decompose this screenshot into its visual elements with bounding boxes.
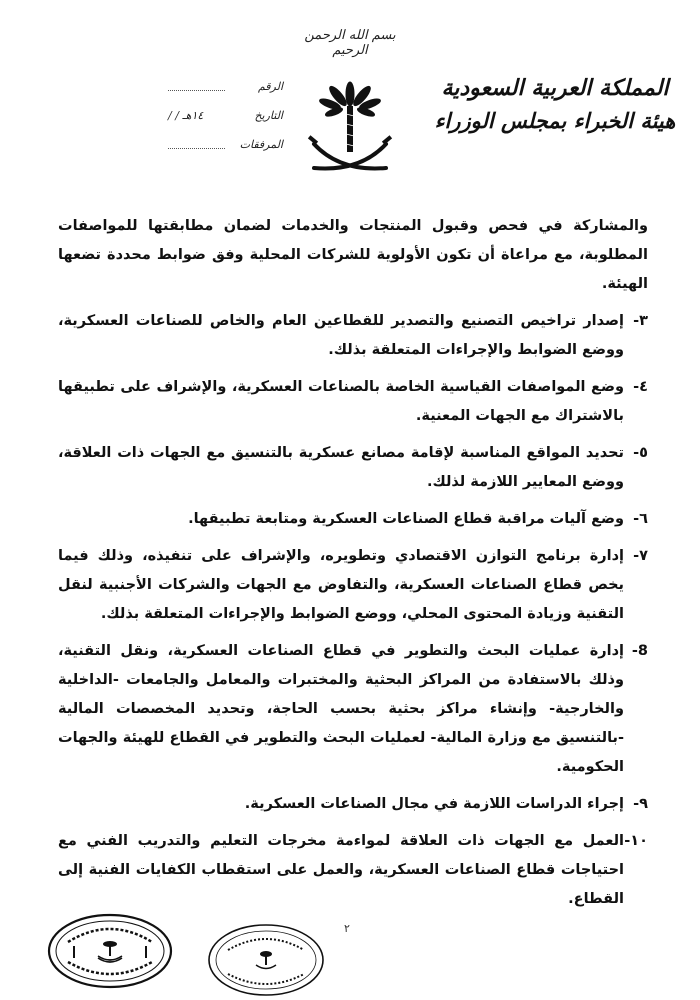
item-number: ٩-	[633, 796, 648, 812]
list-item	[58, 307, 648, 365]
list-item	[58, 827, 648, 914]
reference-fields	[168, 74, 283, 161]
date-label: التاريخ	[254, 109, 283, 122]
document-body	[58, 212, 648, 922]
issuer-heading	[430, 72, 680, 138]
official-stamp-icon	[46, 912, 174, 990]
item-number: ٥-	[633, 445, 648, 461]
attachments-label: المرفقات	[239, 138, 283, 151]
list-item	[58, 373, 648, 431]
reference-dotted-line	[168, 90, 225, 91]
reference-number-line	[168, 74, 283, 103]
list-item	[58, 439, 648, 497]
item-number: ١٠-	[624, 833, 648, 849]
bismillah: بسم الله الرحمن الرحيم	[304, 28, 396, 58]
authority-name: هيئة الخبراء بمجلس الوزراء	[434, 108, 676, 133]
list-item	[58, 790, 648, 819]
list-item	[58, 542, 648, 629]
item-text: إجراء الدراسات اللازمة في مجال الصناعات العسكرية.	[244, 796, 624, 812]
palm-swords-emblem-icon	[300, 72, 400, 182]
kingdom-name: المملكة العربية السعودية	[441, 75, 669, 101]
continuation-line: مع مراعاة أن تكون الأولوية للشركات المحلية وفق ضوابط محددة تضعها الهيئة.	[58, 247, 648, 292]
continuation-line: والمشاركة في فحص وقبول المنتجات والخدمات لضمان مطابقتها للمواصفات المطلوبة،	[58, 218, 648, 263]
reference-label: الرقم	[257, 80, 283, 93]
item-number: ٦-	[633, 511, 648, 527]
item-text: وضع آليات مراقبة قطاع الصناعات العسكرية ومتابعة تطبيقها.	[188, 511, 624, 527]
date-value: / / ١٤هـ	[168, 109, 204, 122]
item-text: إصدار تراخيص التصنيع والتصدير للقطاعين العام والخاص للصناعات العسكرية، ووضع الضوابط والإجراءات المتعلقة بذلك.	[58, 313, 624, 358]
item-text: تحديد المواقع المناسبة لإقامة مصانع عسكرية بالتنسيق مع الجهات ذات العلاقة، ووضع المعايير اللازمة لذلك.	[58, 445, 624, 490]
attachments-line	[168, 132, 283, 161]
continuation-paragraph	[58, 212, 648, 299]
page-number: ٢	[344, 922, 350, 935]
item-number: 8-	[631, 643, 648, 659]
list-item	[58, 637, 648, 782]
date-line	[168, 103, 283, 132]
attachments-dotted-line	[168, 148, 225, 149]
item-text: إدارة عمليات البحث والتطوير في قطاع الصناعات العسكرية، ونقل التقنية، وذلك بالاستفادة من المراكز البحثية والمختبرات والمعامل والجامعات -الداخلية والخارجية- وإنشاء مراكز بحثية بحسب الحاجة، وتحديد المخصصات المالية -بالتنسيق مع وزارة المالية- لعمليات البحث والتطوير في القطاع للهيئة والجهات الحكومية.	[58, 643, 624, 775]
item-text: وضع المواصفات القياسية الخاصة بالصناعات العسكرية، والإشراف على تطبيقها بالاشتراك مع الجهات المعنية.	[58, 379, 624, 424]
item-number: ٣-	[633, 313, 648, 329]
official-stamp-icon	[206, 922, 326, 998]
item-text: إدارة برنامج التوازن الاقتصادي وتطويره، والإشراف على تنفيذه، وذلك فيما يخص قطاع الصناعات العسكرية، والتفاوض مع الجهات والشركات الأجنبية لنقل التقنية وزيادة المحتوى المحلي، ووضع الضوابط والإجراءات المتعلقة بذلك.	[58, 548, 624, 622]
list-item	[58, 505, 648, 534]
item-number: ٤-	[633, 379, 648, 395]
item-text: العمل مع الجهات ذات العلاقة لمواءمة مخرجات التعليم والتدريب الفني مع احتياجات قطاع الصناعات العسكرية، والعمل على استقطاب الكفايات الفنية إلى القطاع.	[58, 833, 624, 907]
item-number: ٧-	[633, 548, 648, 564]
